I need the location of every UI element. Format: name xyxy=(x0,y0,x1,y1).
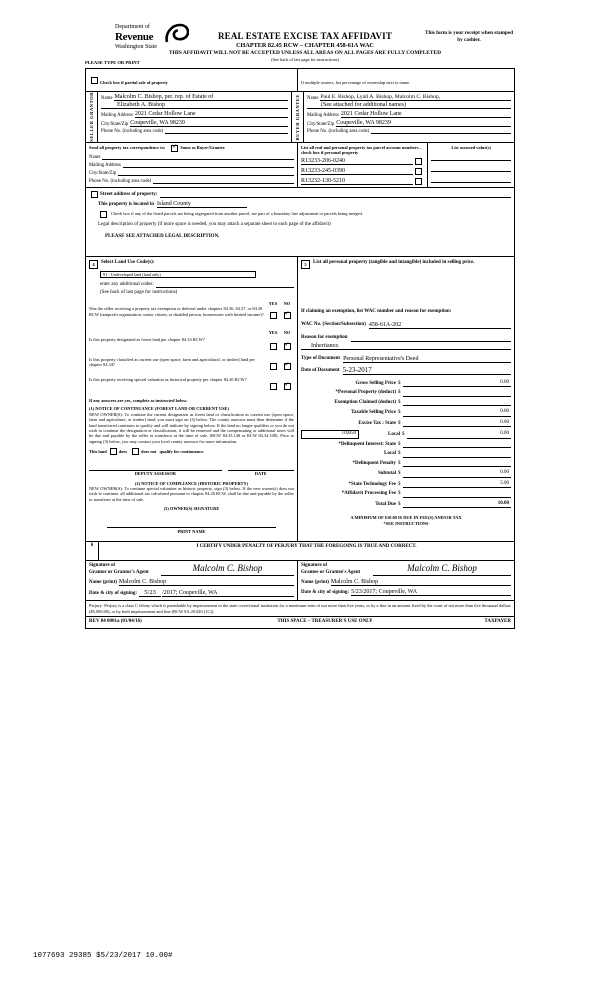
buyer-mailing-label: Mailing Address xyxy=(307,113,339,118)
delinquent-penalty-label: *Delinquent Penalty xyxy=(352,460,396,466)
gross-selling-price-value[interactable]: 0.00 xyxy=(403,380,512,388)
grantor-date-value[interactable]: 5/23 xyxy=(139,589,161,597)
grantee-signature-label-2: Grantee or Grantee's Agent xyxy=(301,569,361,575)
seller-phone-value[interactable] xyxy=(165,133,288,134)
seller-side-label: SELLER GRANTOR xyxy=(88,92,94,142)
notice-continuance-body: NEW OWNER(S): To continue the current designation as forest land or classification as current use (open space, farm and agriculture, or timber) land, you must sign on (3) below. The county assessor must then determine if the land transferred continues to qualify and will indicate by signing below. If the land no longer qualifies or you do not wish to continue the designation or classification, it will be removed and the compensating or additional taxes will be due and payable by the seller or transferor at the time of sale. (RCW 84.33.140 or RCW 84.34.108). Prior to signing (3) below, you may contact your local county assessor for more information. xyxy=(89,411,294,444)
grantor-date-city-value[interactable]: /2017; Coupeville, WA xyxy=(162,590,294,597)
seller-name-label: Name xyxy=(101,96,113,101)
form-footer-row xyxy=(86,617,514,628)
buyer-name-value-2[interactable]: (See attached for additional names) xyxy=(307,102,511,109)
personal-property-deduct-value[interactable] xyxy=(403,396,512,397)
seller-mailing-value[interactable]: 2021 Cedar Hollow Lane xyxy=(135,111,288,118)
owners-signature-line[interactable] xyxy=(107,518,276,528)
form-chapter: CHAPTER 82.45 RCW – CHAPTER 458-61A WAC xyxy=(236,42,374,49)
located-in-label: This property is located in xyxy=(98,201,155,207)
certification-bar xyxy=(86,542,514,561)
assessed-value-2[interactable] xyxy=(431,175,511,183)
parcel-personal-checkbox-1[interactable] xyxy=(415,168,422,175)
grantor-date-city-label: Date & city of signing: xyxy=(89,590,138,596)
deputy-assessor-signature[interactable] xyxy=(89,463,222,471)
partial-sale-label: Check box if partial sale of property xyxy=(100,80,168,85)
corr-citystate-value[interactable] xyxy=(118,175,294,176)
assessed-value-1[interactable] xyxy=(431,164,511,172)
personal-property-deduct-dollar: $ xyxy=(398,390,401,396)
reason-exemption-value[interactable]: Inheritance. xyxy=(301,343,511,350)
excise-tax-state-dollar: $ xyxy=(398,420,401,426)
assessor-date-label: DATE xyxy=(254,471,267,476)
delinquent-interest-state-value[interactable] xyxy=(403,447,512,448)
certification-text: I CERTIFY UNDER PENALTY OF PERJURY THAT THE FOREGOING IS TRUE AND CORRECT. xyxy=(196,544,417,550)
taxable-selling-price-label: Taxable Selling Price xyxy=(351,410,396,416)
no-header-2: NO xyxy=(283,330,291,336)
see-back-label: (See back of last page for instructions) xyxy=(100,290,178,296)
buyer-phone-label: Phone No. (including area code) xyxy=(307,129,370,134)
does-not-label: does not xyxy=(141,448,157,454)
subtotal-dollar: $ xyxy=(398,471,401,477)
taxable-selling-price-dollar: $ xyxy=(398,410,401,416)
parties-row xyxy=(86,92,514,143)
dor-logo xyxy=(115,24,157,50)
excise-tax-state-value[interactable]: 0.00 xyxy=(403,420,512,428)
wac-number-label: WAC No. (Section/Subsection) xyxy=(301,322,366,328)
corr-phone-value[interactable] xyxy=(153,183,294,184)
grantee-name-print-label: Name (print) xyxy=(301,579,329,585)
segregation-label: Check box if any of the listed parcels are being segregated from another parcel, are part of a boundary line adjustment or parcels being merged. xyxy=(111,211,363,217)
seller-name-value-2[interactable]: Elizabeth A. Bishop xyxy=(101,102,288,109)
see-instructions-note: *SEE INSTRUCTIONS xyxy=(383,520,429,526)
land-use-label: Select Land Use Code(s): xyxy=(101,260,155,266)
reason-exemption-line[interactable] xyxy=(351,334,511,342)
document-date-value[interactable]: 5-23-2017 xyxy=(343,366,511,375)
parcel-number-2[interactable]: R13232-130-5210 xyxy=(301,178,413,185)
exemption-claimed-value[interactable] xyxy=(403,405,512,406)
seller-name-value[interactable]: Malcolm C. Bishop, per. rep. of Estate of xyxy=(114,94,288,101)
enter-codes-label: enter any additional codes: xyxy=(100,281,154,287)
assessed-value-0[interactable] xyxy=(431,153,511,161)
perjury-note: Perjury: Perjury is a class C felony which is punishable by imprisonment in the state correctional institution for a maximum term of not more than five years, or by a fine in an amount fixed by the court of not more than five thousand dollars ($5,000.00), or by both imprisonment and fine (RCW 9A.20.020 (1C)). xyxy=(86,601,514,617)
affidavit-processing-fee-dollar: $ xyxy=(398,491,401,497)
subtotal-value[interactable]: 0.00 xyxy=(403,470,512,478)
located-in-value[interactable]: Island County xyxy=(157,201,247,208)
grantor-name-print-value[interactable]: Malcolm C. Bishop xyxy=(119,579,294,586)
corr-citystate-label: City/State/Zip xyxy=(89,170,117,176)
seller-citystate-label: City/State/Zip xyxy=(101,122,129,127)
buyer-side-label: BUYER GRANTEE xyxy=(294,93,300,141)
exemption-instruction-label: If claiming an exemption, list WAC number and reason for exemption: xyxy=(301,309,452,315)
land-use-code-value[interactable]: 91 - Undeveloped land (land only) xyxy=(100,271,256,278)
delinquent-penalty-value[interactable] xyxy=(403,466,512,467)
question-1-yes-checkbox[interactable] xyxy=(270,312,277,319)
question-4-yes-checkbox[interactable] xyxy=(270,383,277,390)
form-notice: THIS AFFIDAVIT WILL NOT BE ACCEPTED UNLESS ALL AREAS ON ALL PAGES ARE FULLY COMPLETED xyxy=(168,50,441,56)
please-type-note: PLEASE TYPE OR PRINT xyxy=(85,60,140,65)
question-2-yes-checkbox[interactable] xyxy=(270,343,277,350)
seller-phone-label: Phone No. (including area code) xyxy=(101,129,164,134)
corr-mailing-label: Mailing Address xyxy=(89,162,121,168)
print-name-label: PRINT NAME xyxy=(177,528,206,534)
street-address-label: Street address of property: xyxy=(100,191,158,197)
delinquent-penalty-dollar: $ xyxy=(398,460,401,466)
grantor-signature-value[interactable]: Malcolm C. Bishop xyxy=(161,563,294,576)
same-as-buyer-checkbox[interactable] xyxy=(171,145,178,152)
street-address-marker xyxy=(91,191,98,198)
question-3-no-checkbox[interactable] xyxy=(284,363,291,370)
correspondence-parcels-row xyxy=(86,143,514,189)
notice-compliance-body: NEW OWNER(S): To continue special valuation as historic property, sign (3) below. If the new owner(s) does not wish to continue, all additional tax calculated pursuant to chapter 84.26 RCW, shall be due and payable by the seller or transferor at the time of sale. xyxy=(89,486,294,502)
assessed-value-header: List assessed value(s) xyxy=(451,144,491,150)
assessor-date-field[interactable] xyxy=(228,463,294,471)
parcel-personal-checkbox-0[interactable] xyxy=(415,158,422,165)
parcel-number-0[interactable]: R13233-206-0240 xyxy=(301,158,413,165)
dept-line3: Washington State xyxy=(115,43,158,50)
multiple-owners-label: If multiple owners, list percentage of ownership next to name. xyxy=(301,80,411,85)
does-qualify-checkbox[interactable] xyxy=(110,448,117,455)
state-technology-fee-value[interactable]: 5.00 xyxy=(403,481,512,489)
legal-description-value[interactable]: PLEASE SEE ATTACHED LEGAL DESCRIPTION. xyxy=(105,233,220,239)
personal-property-deduct-label: *Personal Property (deduct) xyxy=(335,390,396,396)
delinquent-interest-state-dollar: $ xyxy=(398,441,401,447)
grantee-date-city-value[interactable]: 5/23/2017; Coupeville, WA xyxy=(351,589,511,596)
form-instructions-note: (See back of last page for instructions) xyxy=(271,57,339,62)
notice-continuance-title: (1) NOTICE OF CONTINUANCE (FOREST LAND OR CURRENT USE) xyxy=(89,406,229,412)
dept-line2: Revenue xyxy=(115,30,154,43)
question-3-yes-checkbox[interactable] xyxy=(270,363,277,370)
delinquent-interest-local-value[interactable] xyxy=(403,457,512,458)
question-2-no-checkbox[interactable] xyxy=(284,343,291,350)
delinquent-interest-state-label: *Delinquent Interest: State xyxy=(338,441,396,447)
this-land-label: This land xyxy=(89,448,107,454)
qualify-label: qualify for continuance. xyxy=(159,448,205,454)
reason-exemption-label: Reason for exemption xyxy=(301,335,348,341)
yes-header-1: YES xyxy=(268,300,278,306)
buyer-citystate-label: City/State/Zip xyxy=(307,122,335,127)
affidavit-processing-fee-value[interactable] xyxy=(403,497,512,498)
receipt-note: This form is your receipt when stamped by cashier. xyxy=(425,30,513,44)
no-header-1: NO xyxy=(283,300,291,306)
revenue-swirl-icon xyxy=(163,22,189,48)
street-address-value[interactable] xyxy=(160,197,511,198)
document-date-label: Date of Document xyxy=(301,368,340,374)
does-label: does xyxy=(118,448,127,454)
if-any-yes-label: If any answers are yes, complete as instructed below. xyxy=(89,397,188,403)
buyer-mailing-value[interactable]: 2021 Cedar Hollow Lane xyxy=(341,111,511,118)
section-4-number: 4 xyxy=(89,260,98,269)
total-due-value[interactable]: 10.00 xyxy=(403,501,512,509)
state-technology-fee-label: *State Technology Fee xyxy=(348,481,396,487)
delinquent-interest-local-label: Local xyxy=(384,451,396,457)
total-due-label: Total Due xyxy=(375,501,396,507)
grantee-name-print-value[interactable]: Malcolm C. Bishop xyxy=(331,579,511,586)
treasurer-stamp: 1077693 29385 $5/23/2017 10.00# xyxy=(33,952,173,960)
buyer-name-value[interactable]: Paul E. Bishop, Lyall A. Bishop, Malcolm C. Bishop, xyxy=(320,94,511,101)
gross-selling-price-label: Gross Selling Price xyxy=(355,380,396,386)
taxpayer-label: TAXPAYER xyxy=(484,619,511,625)
top-checks-row xyxy=(86,69,514,92)
excise-tax-local-label: Local xyxy=(388,432,400,438)
owners-signature-title: (3) OWNER(S) SIGNATURE xyxy=(163,506,220,512)
does-not-qualify-checkbox[interactable] xyxy=(132,448,139,455)
partial-sale-checkbox[interactable] xyxy=(91,77,98,84)
yes-header-2: YES xyxy=(268,330,278,336)
excise-tax-local-dollar: $ xyxy=(402,432,405,438)
parcel-personal-checkbox-2[interactable] xyxy=(415,178,422,185)
seller-citystate-value[interactable]: Coupeville, WA 98239 xyxy=(130,120,288,127)
gross-selling-price-dollar: $ xyxy=(398,380,401,386)
same-as-buyer-label: Same as Buyer/Grantee xyxy=(180,145,225,151)
grantor-name-print-label: Name (print) xyxy=(89,579,117,585)
excise-tax-affidavit-form xyxy=(85,18,515,629)
form-header xyxy=(85,18,515,68)
corr-name-label: Name xyxy=(89,154,101,160)
buyer-citystate-value[interactable]: Coupeville, WA 98239 xyxy=(336,120,511,127)
wac-number-value[interactable]: 458-61A-202 xyxy=(369,322,511,329)
form-title: REAL ESTATE EXCISE TAX AFFIDAVIT xyxy=(217,31,393,41)
subtotal-label: Subtotal xyxy=(377,471,396,477)
question-2-label: Is this property designated as forest land per chapter 84.33 RCW? xyxy=(89,336,205,342)
affidavit-processing-fee-label: *Affidavit Processing Fee xyxy=(341,491,396,497)
delinquent-interest-local-dollar: $ xyxy=(398,451,401,457)
buyer-name-label: Name xyxy=(307,96,319,101)
exemption-claimed-label: Exemption Claimed (deduct) xyxy=(334,399,396,405)
state-technology-fee-dollar: $ xyxy=(398,481,401,487)
local-rate-value[interactable]: 0.0050 xyxy=(301,430,359,439)
treasurer-use-label: THIS SPACE – TREASURER'S USE ONLY xyxy=(277,619,373,625)
parcels-header: List all real and personal property tax parcel account numbers – check box if personal property xyxy=(301,144,422,155)
question-1-label: Was the seller receiving a property tax exemption or deferral under chapters 84.36, 84.37, or 84.38 RCW (nonprofit organization, senior citizen, or disabled person, homeowner with limited income)? xyxy=(89,306,264,317)
taxable-selling-price-value[interactable]: 0.00 xyxy=(403,409,512,417)
form-revision-label: REV 84 0001a (01/04/16) xyxy=(89,619,142,625)
corr-mailing-value[interactable] xyxy=(123,167,294,168)
property-section xyxy=(86,188,514,257)
notice-compliance-title: (2) NOTICE OF COMPLIANCE (HISTORIC PROPERTY) xyxy=(134,480,249,486)
signatures-row xyxy=(86,561,514,601)
question-3-label: Is this property classified as current use (open space, farm and agricultural, or timber) land per chapter 84.34? xyxy=(89,356,255,368)
grantee-date-city-label: Date & city of signing: xyxy=(301,589,350,595)
personal-property-label: List all personal property (tangible and intangible) included in selling price. xyxy=(313,260,475,266)
excise-tax-local-value[interactable]: 0.00 xyxy=(407,431,512,439)
document-type-value[interactable]: Personal Representative's Deed xyxy=(343,356,511,363)
document-type-label: Type of Document xyxy=(301,356,341,362)
enter-codes-value[interactable] xyxy=(156,281,294,288)
question-4-no-checkbox[interactable] xyxy=(284,383,291,390)
exemption-claimed-dollar: $ xyxy=(398,399,401,405)
section-5-number: 5 xyxy=(301,260,310,269)
grantor-signature-label-1: Signature of xyxy=(89,563,116,569)
send-correspondence-label: Send all property tax correspondence to: xyxy=(89,145,166,151)
corr-name-value[interactable] xyxy=(102,159,294,160)
segregation-checkbox[interactable] xyxy=(100,211,107,218)
question-1-no-checkbox[interactable] xyxy=(284,312,291,319)
grantee-signature-value[interactable]: Malcolm C. Bishop xyxy=(373,563,511,576)
section-6-number: 6 xyxy=(90,543,94,549)
total-due-dollar: $ xyxy=(398,501,401,507)
main-form-box xyxy=(85,68,515,629)
buyer-phone-value[interactable] xyxy=(371,133,511,134)
minimum-due-note: A MINIMUM OF $10.00 IS DUE IN FEE(S) AND/OR TAX xyxy=(350,515,462,521)
corr-phone-label: Phone No. (including area code) xyxy=(89,178,152,184)
sections-4-5-row xyxy=(86,257,514,542)
seller-mailing-label: Mailing Address xyxy=(101,113,133,118)
question-4-label: Is this property receiving special valuation as historical property per chapter 84.26 RCW? xyxy=(89,376,247,382)
grantor-signature-label-2: Grantor or Grantor's Agent xyxy=(89,569,149,575)
dept-line1: Department of xyxy=(115,24,150,30)
grantee-signature-label-1: Signature of xyxy=(301,563,328,569)
legal-description-label: Legal description of property (if more space is needed, you may attach a separate sheet to each page of the affidavit) xyxy=(98,222,331,228)
deputy-assessor-label: DEPUTY ASSESSOR xyxy=(134,471,176,476)
parcel-number-1[interactable]: R13233-245-0390 xyxy=(301,168,413,175)
excise-tax-state-label: Excise Tax : State xyxy=(358,420,396,426)
